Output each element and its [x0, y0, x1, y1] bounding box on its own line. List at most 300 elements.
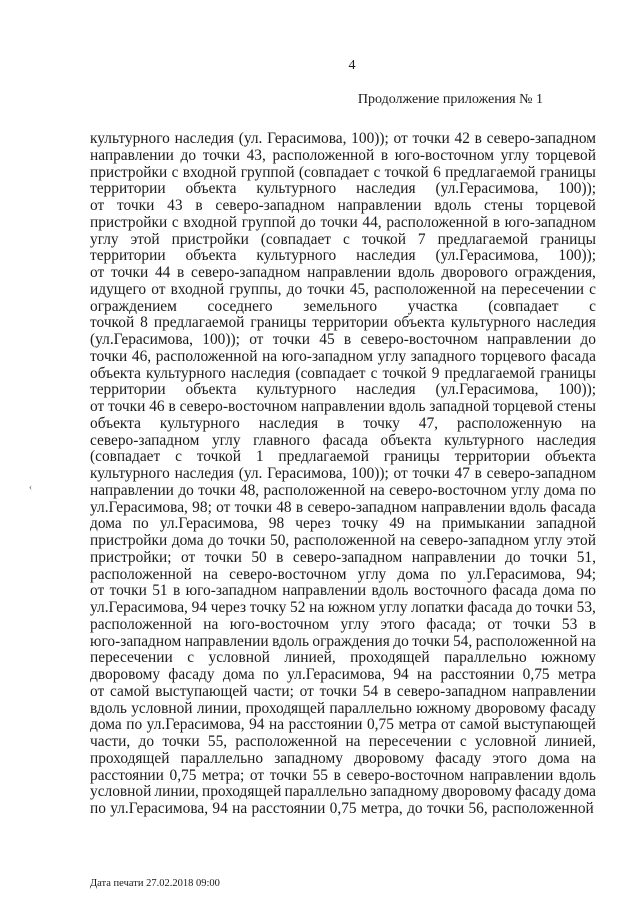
body-word: 51 — [152, 582, 168, 600]
body-word: фасаду — [514, 783, 562, 801]
body-line — [90, 701, 596, 718]
body-word: направлении — [184, 632, 269, 650]
body-line — [90, 483, 596, 500]
body-line — [90, 433, 596, 450]
body-word: точки — [117, 197, 155, 214]
body-word: направлении — [411, 548, 496, 566]
body-word: углу — [340, 615, 370, 633]
body-word: 55 — [312, 766, 328, 784]
body-word: предлагаемой — [437, 230, 529, 248]
body-word: торцевой — [535, 146, 596, 164]
body-word: объекта — [185, 247, 237, 265]
body-word: северо-западном — [307, 498, 417, 516]
body-word: до — [208, 532, 224, 549]
body-word: с — [175, 448, 182, 466]
body-word: фасаду — [435, 749, 482, 767]
body-word: 56, — [468, 800, 488, 817]
body-word: вдоль — [371, 582, 409, 600]
body-word: самой — [459, 716, 500, 734]
body-word: точку — [249, 599, 287, 616]
body-word: предлагаемой — [153, 314, 245, 332]
body-word: территории — [312, 314, 388, 332]
body-word: 100)); — [558, 180, 596, 198]
body-line — [90, 299, 596, 316]
body-word: с — [459, 733, 467, 750]
body-word: фасаду — [168, 666, 215, 683]
margin-mark: ‹ — [29, 482, 32, 492]
body-word: параллельно — [180, 749, 264, 767]
body-word: пристройки — [90, 532, 168, 549]
body-word: вдоль — [434, 197, 472, 214]
body-word: от — [180, 548, 196, 566]
body-word: расположенной — [492, 800, 594, 817]
body-word: направлении — [300, 398, 385, 415]
body-word: территории — [90, 247, 166, 265]
body-word: соседнего — [207, 297, 273, 315]
body-word: до — [505, 548, 521, 566]
body-word: 100)); — [202, 331, 240, 348]
body-word: направлении — [307, 264, 392, 281]
body-line — [90, 215, 596, 232]
body-word: углу — [377, 347, 407, 365]
body-word: метра — [557, 666, 596, 683]
body-word: восточного — [413, 582, 487, 600]
body-word: дома — [90, 515, 122, 533]
body-word: расположенную — [456, 414, 562, 432]
body-word: углу — [378, 599, 408, 616]
body-word: в — [195, 197, 203, 214]
body-line — [90, 516, 596, 533]
body-word: расположенной — [90, 615, 192, 633]
body-word: расположенной — [374, 280, 476, 298]
body-word: направлении — [469, 766, 554, 784]
body-word: фасада; — [426, 615, 477, 633]
body-word: объекта — [185, 381, 237, 399]
body-word: условной — [131, 699, 193, 717]
body-word: от — [299, 682, 314, 700]
body-word: границы — [540, 230, 596, 248]
body-line — [90, 717, 596, 734]
body-line — [90, 734, 596, 751]
body-line — [90, 265, 596, 282]
body-word: части; — [253, 682, 294, 700]
body-line — [90, 550, 596, 567]
body-word: фасада — [467, 599, 513, 616]
body-word: точки — [412, 632, 450, 650]
body-line — [90, 248, 596, 265]
body-word: расположенной — [293, 532, 396, 549]
body-line — [90, 600, 596, 617]
body-word: точки — [202, 146, 240, 164]
body-word: этой — [566, 532, 596, 549]
body-word: 0,75 — [366, 716, 394, 734]
body-word: направлении — [282, 582, 367, 600]
body-line — [90, 583, 596, 600]
body-word: от — [151, 280, 166, 298]
body-word: культурного — [90, 130, 170, 147]
body-word: с — [370, 364, 378, 382]
body-word: северо-восточном — [346, 766, 464, 784]
body-word: углу — [510, 481, 540, 499]
body-word: 9 — [431, 364, 440, 382]
body-word: культурного — [146, 364, 226, 382]
body-word: через — [295, 515, 331, 533]
body-word: юго-восточном — [229, 615, 329, 633]
body-word: ул.Герасимова, — [90, 599, 188, 616]
body-word: дома — [543, 481, 576, 499]
body-word: до — [286, 280, 303, 298]
body-word: 48 — [276, 498, 292, 516]
body-word: параллельно — [284, 783, 368, 801]
body-word: пристройки — [90, 163, 168, 181]
body-word: границы — [250, 314, 307, 332]
body-word: западной — [536, 515, 596, 533]
body-word: 54 — [362, 682, 379, 700]
body-word: до — [407, 800, 423, 817]
body-word: на — [415, 515, 431, 533]
body-word: на — [417, 666, 433, 683]
body-word: лопатки — [411, 599, 464, 616]
body-word: северо-западном — [396, 682, 507, 700]
body-word: (ул.Герасимова, — [90, 331, 193, 348]
body-word: по — [126, 716, 143, 734]
body-line — [90, 567, 596, 584]
body-word: с — [171, 213, 179, 231]
body-word: 100)); — [558, 247, 596, 265]
body-word: 53, — [576, 599, 596, 616]
body-word: юго-восточном — [394, 146, 495, 164]
body-word: объекта — [90, 364, 141, 382]
body-word: 100)); — [351, 130, 389, 147]
body-word: углу — [357, 565, 387, 583]
body-word: точки — [320, 213, 358, 231]
body-word: точки — [198, 481, 236, 499]
body-word: от — [90, 682, 105, 700]
body-line — [90, 500, 596, 517]
body-word: до — [138, 733, 155, 750]
body-word: группой — [241, 213, 296, 231]
body-word: северо-восточном — [229, 565, 347, 583]
body-word: пристройки — [90, 213, 168, 231]
body-word: ул.Герасимова, — [90, 498, 188, 516]
body-word: 42 — [454, 130, 470, 147]
body-word: направлении — [90, 146, 174, 164]
body-word: северо-западном — [419, 532, 530, 549]
body-word: 0,75 — [522, 666, 550, 683]
body-word: метра — [398, 716, 437, 734]
body-word: по — [132, 515, 149, 533]
body-word: культурного — [256, 381, 337, 399]
body-word: в — [383, 682, 392, 700]
body-word: вдоль — [558, 766, 596, 784]
body-word: (ул.Герасимова, — [435, 180, 539, 198]
body-word: на — [400, 532, 416, 549]
body-word: по — [580, 481, 596, 499]
body-word: фасада — [492, 582, 538, 600]
body-word: с — [187, 649, 195, 667]
body-word: (совпадает — [295, 364, 366, 382]
body-word: части, — [90, 733, 131, 750]
body-word: линии, — [196, 699, 242, 717]
body-word: 43 — [167, 197, 183, 214]
body-line — [90, 165, 596, 182]
body-word: культурного — [450, 314, 531, 332]
body-word: в — [474, 465, 482, 482]
body-word: точки — [530, 548, 568, 566]
body-word: по — [440, 565, 457, 583]
body-word: северо-восточном — [360, 331, 478, 348]
body-word: расстоянии — [288, 716, 363, 734]
body-word: фасада — [550, 347, 596, 365]
body-word: точку — [341, 515, 379, 533]
body-word: в — [333, 766, 341, 784]
body-word: территории — [454, 448, 531, 466]
body-word: дома — [538, 749, 570, 767]
body-word: объекта — [380, 431, 432, 449]
body-word: в — [177, 264, 185, 281]
body-word: 46 — [149, 398, 165, 415]
body-word: северо-западном — [191, 264, 301, 281]
body-word: на — [203, 615, 219, 633]
body-word: в — [343, 331, 352, 348]
body-word: в — [168, 398, 176, 415]
body-word: участка — [407, 297, 458, 315]
body-word: юго-западном — [90, 632, 182, 650]
body-word: от — [249, 766, 265, 784]
body-word: наследия — [356, 180, 416, 198]
body-word: на — [481, 280, 497, 298]
body-word: Герасимова, — [267, 465, 347, 482]
body-word: южному — [416, 699, 472, 717]
body-word: 0,75 — [329, 800, 357, 817]
body-word: границы — [539, 163, 596, 181]
body-word: точкой — [196, 448, 241, 466]
body-word: 53 — [561, 615, 578, 633]
body-word: от — [90, 264, 105, 281]
body-word: ул.Герасимова, — [159, 515, 258, 533]
body-word: от — [90, 398, 105, 415]
body-word: торцевой — [493, 398, 554, 415]
body-word: расположенной — [263, 481, 366, 499]
body-word: на — [202, 565, 218, 583]
body-line — [90, 449, 596, 466]
body-word: этого — [492, 749, 527, 767]
body-word: 8 — [140, 314, 148, 332]
body-word: (ул.Герасимова, — [435, 247, 539, 265]
body-word: направлении — [421, 498, 506, 516]
body-word: от — [440, 716, 456, 734]
body-word: территории — [90, 180, 166, 198]
body-word: углу — [500, 146, 530, 164]
body-word: условной — [90, 783, 152, 801]
body-word: точки — [412, 465, 450, 482]
body-word: на — [345, 733, 361, 750]
body-word: вдоль — [90, 699, 127, 717]
body-word: расстоянии — [251, 800, 326, 817]
body-word: проходящей — [350, 649, 430, 667]
body-word: наследия — [258, 414, 319, 432]
body-line — [90, 617, 596, 634]
body-word: расположенной — [235, 733, 338, 750]
body-line — [90, 768, 596, 785]
body-word: с — [342, 230, 350, 248]
body-word: 48, — [239, 481, 260, 499]
body-line — [90, 148, 596, 165]
body-line — [90, 315, 596, 332]
body-word: от — [393, 465, 408, 482]
body-line — [90, 282, 596, 299]
body-word: с — [589, 280, 596, 298]
body-word: от — [249, 331, 264, 348]
body-word: пересечении — [368, 733, 452, 750]
body-line — [90, 784, 596, 801]
body-word: на — [369, 481, 385, 499]
body-word: точки — [272, 331, 310, 348]
body-word: 0,75 — [169, 766, 197, 784]
body-word: линии, — [154, 783, 199, 801]
body-line — [90, 634, 596, 651]
body-word: границы — [383, 448, 440, 466]
body-word: 98 — [268, 515, 285, 533]
body-word: вдоль — [388, 398, 426, 415]
body-word: объекта — [90, 414, 141, 432]
body-line — [90, 399, 596, 416]
body-word: точки — [319, 682, 357, 700]
body-line — [90, 382, 596, 399]
body-word: юго-западном — [504, 213, 596, 231]
body-word: точки — [269, 766, 308, 784]
body-word: углу — [211, 431, 241, 449]
body-word: земельного — [303, 297, 378, 315]
body-line — [90, 751, 596, 768]
body-word: предлагаемой — [278, 448, 369, 466]
body-word: 43, — [246, 146, 266, 164]
body-word: пересечении — [90, 649, 173, 667]
body-word: через — [210, 599, 247, 616]
body-word: 50, — [270, 532, 290, 549]
body-word: расположенной — [386, 213, 489, 231]
body-word: 54, — [452, 632, 473, 650]
body-word: западной — [429, 398, 490, 415]
body-word: дворовому — [90, 666, 161, 683]
body-word: торцевого — [480, 347, 546, 365]
body-word: предлагаемой — [445, 163, 536, 181]
body-word: ул.Герасимова, — [110, 800, 209, 817]
body-line — [90, 181, 596, 198]
body-word: 47, — [418, 414, 438, 432]
body-word: (совпадает — [488, 297, 559, 315]
body-word: дворового — [441, 264, 508, 281]
body-word: 46, — [131, 347, 152, 365]
body-word: торцевой — [535, 197, 596, 214]
body-word: точки — [307, 280, 345, 298]
body-word: 55, — [207, 733, 228, 750]
body-word: вдоль — [272, 632, 309, 650]
body-word: входной — [170, 280, 225, 298]
body-word: выступающей — [155, 682, 248, 700]
body-word: в — [380, 146, 389, 164]
body-word: от — [487, 615, 502, 633]
body-word: культурного — [90, 465, 170, 482]
body-word: ограждения — [312, 632, 390, 650]
body-word: точки — [234, 498, 272, 516]
body-word: ограждения, — [514, 264, 596, 281]
body-word: углу — [533, 532, 563, 549]
body-word: примыкании — [442, 515, 526, 533]
body-word: в — [474, 130, 482, 147]
body-word: точки — [108, 398, 146, 415]
body-word: группы, — [229, 280, 282, 298]
body-word: точкой — [90, 314, 135, 332]
body-word: на — [309, 599, 325, 616]
body-word: северо-западном — [215, 197, 325, 214]
body-word: 100)); — [351, 465, 389, 482]
body-line — [90, 131, 596, 148]
body-word: (совпадает — [260, 230, 332, 248]
body-word: пристройки — [171, 230, 249, 248]
body-word: до — [178, 481, 194, 499]
body-word: 44, — [362, 213, 382, 231]
body-word: вдоль — [509, 498, 547, 516]
body-line — [90, 349, 596, 366]
body-word: 50 — [251, 548, 267, 566]
body-word: до — [393, 632, 409, 650]
body-word: 49 — [389, 515, 405, 533]
body-word: наследия — [174, 130, 234, 147]
body-word: на — [580, 414, 596, 432]
body-word: 7 — [417, 230, 426, 248]
body-word: от — [90, 197, 105, 214]
body-word: ул.Герасимова, — [146, 716, 245, 734]
body-word: (ул. — [238, 130, 263, 147]
body-word: по — [262, 666, 279, 683]
body-word: стены — [556, 398, 596, 415]
body-word: расстоянии — [90, 766, 164, 784]
body-word: с — [589, 297, 596, 315]
body-word: точки — [513, 615, 551, 633]
body-word: точки — [110, 264, 149, 281]
body-word: западного — [410, 347, 476, 365]
body-word: на — [262, 347, 278, 365]
body-word: дома — [171, 532, 204, 549]
body-word: в — [492, 213, 500, 231]
body-word: наследия — [356, 247, 416, 265]
body-word: точки — [90, 347, 128, 365]
body-word: от — [90, 582, 105, 600]
body-word: дома — [543, 582, 575, 600]
body-word: западному — [274, 749, 343, 767]
body-word: 94 — [191, 599, 207, 616]
body-word: выступающей — [503, 716, 596, 734]
body-word: точки — [412, 130, 450, 147]
body-word: точки — [535, 599, 573, 616]
appendix-continuation-note: Продолжение приложения № 1 — [357, 92, 543, 107]
body-word: на — [268, 716, 285, 734]
body-word: этого — [380, 615, 415, 633]
body-word: условной — [208, 649, 270, 667]
body-word: 94; — [576, 565, 596, 583]
body-word: в — [172, 582, 181, 600]
body-word: дома — [564, 783, 596, 801]
body-word: дворовому — [354, 749, 425, 767]
body-word: границы — [540, 364, 596, 382]
body-word: на — [232, 800, 248, 817]
body-word: главного — [253, 431, 311, 449]
body-word: проходящей — [245, 699, 326, 717]
body-word: ограждением — [90, 297, 177, 315]
body-word: фасаду — [549, 699, 596, 717]
body-word: 94 — [212, 800, 228, 817]
